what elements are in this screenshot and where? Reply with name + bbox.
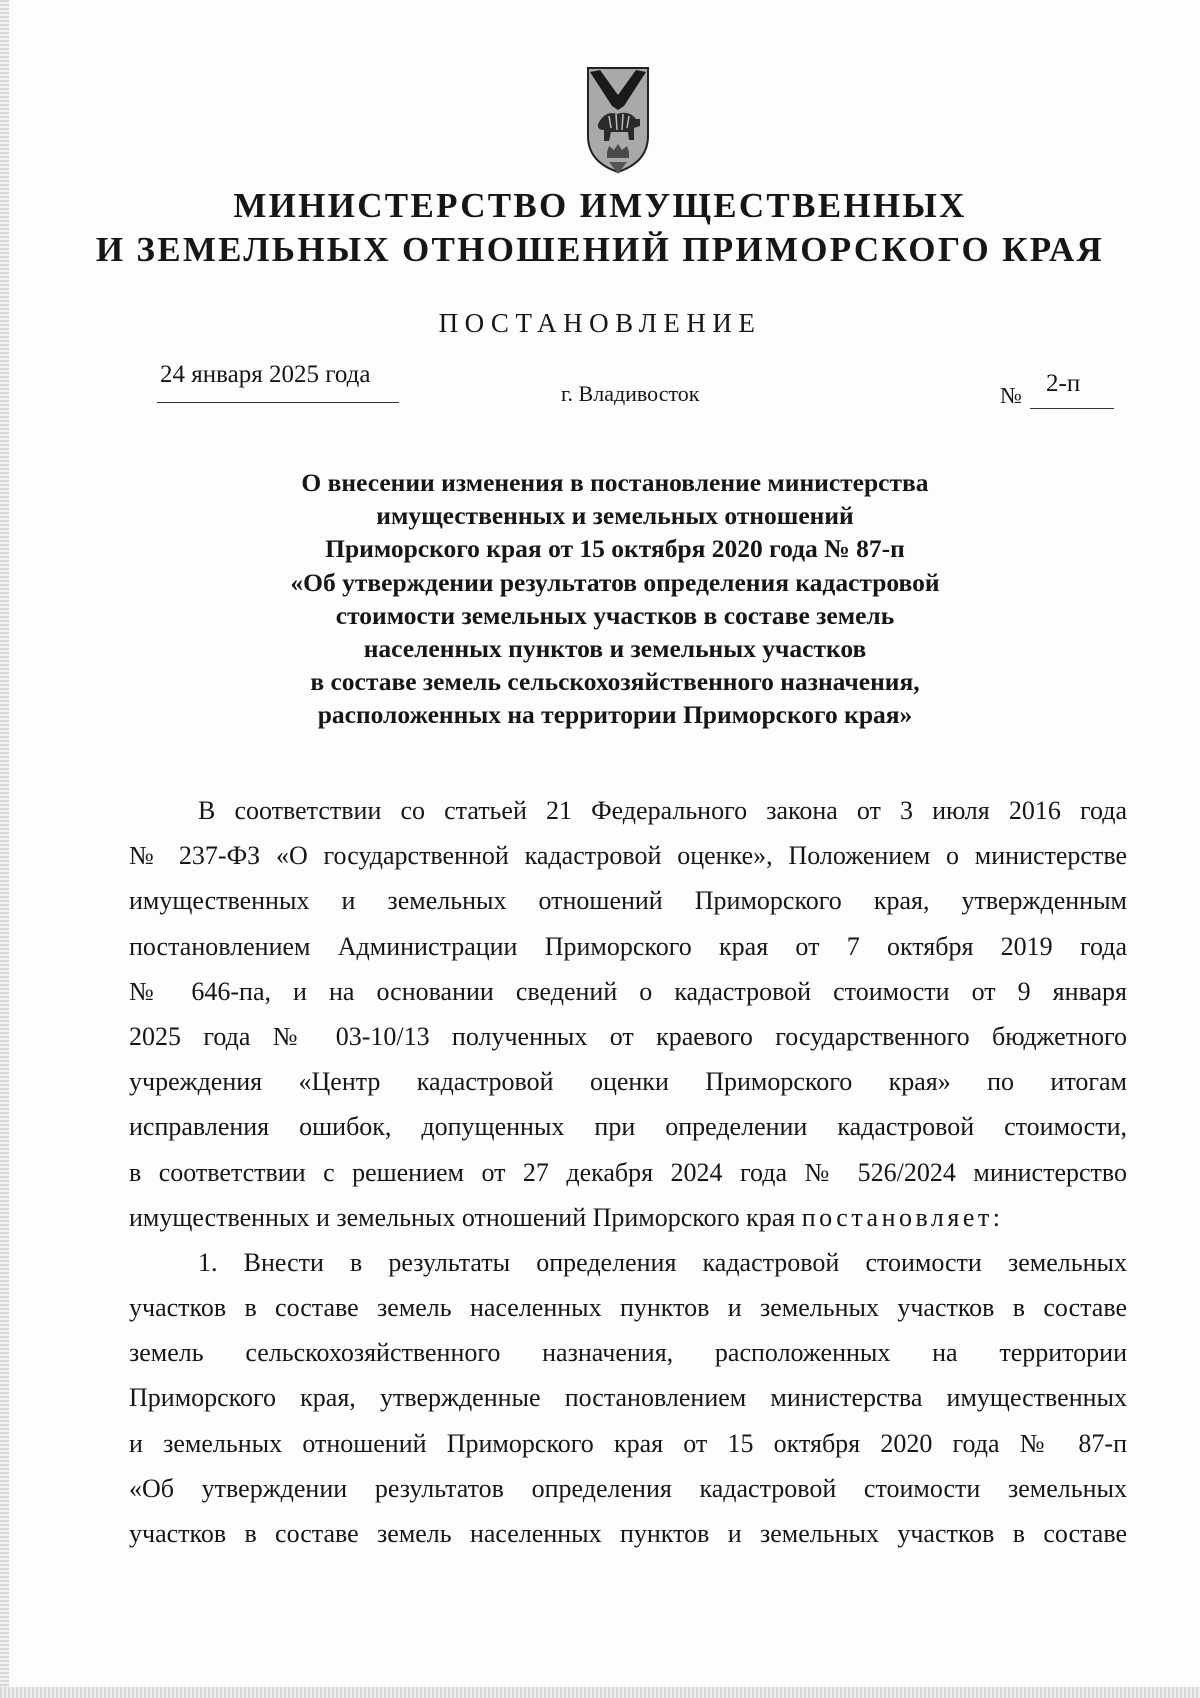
body-line: земель сельскохозяйственного назначения, расположенных на территории (129, 1338, 1127, 1368)
scan-edge-bottom (0, 1687, 1200, 1698)
document-body (129, 788, 1127, 1556)
document-city: г. Владивосток (561, 381, 700, 406)
number-underline (1030, 408, 1114, 409)
body-line-text: имущественных и земельных отношений Приморского края (129, 1202, 796, 1232)
coat-of-arms-icon (585, 66, 651, 178)
title-line: «Об утверждении результатов определения кадастровой (290, 567, 940, 597)
body-line: исправления ошибок, допущенных при определении кадастровой стоимости, (129, 1112, 1127, 1142)
body-line: Приморского края, утвержденные постановлением министерства имущественных (129, 1383, 1127, 1413)
number-sign: № (1000, 383, 1022, 408)
body-line: в соответствии с решением от 27 декабря 2024 года № 526/2024 министерство (129, 1157, 1127, 1187)
body-line: «Об утверждении результатов определения кадастровой стоимости земельных (129, 1473, 1127, 1503)
body-line: 2025 года № 03-10/13 полученных от краевого государственного бюджетного (129, 1021, 1127, 1051)
body-line: имущественных и земельных отношений Приморского края, утвержденным (129, 886, 1127, 916)
document-number: 2-п (1046, 370, 1081, 397)
date-underline (157, 402, 399, 403)
body-line: № 237-ФЗ «О государственной кадастровой оценке», Положением о министерстве (129, 841, 1127, 871)
body-line: участков в составе земель населенных пунктов и земельных участков в составе (129, 1293, 1127, 1323)
document-title (200, 466, 1030, 732)
title-line: О внесении изменения в постановление министерства (301, 468, 929, 497)
body-line: постановлением Администрации Приморского края от 7 октября 2019 года (129, 931, 1127, 961)
body-line: учреждения «Центр кадастровой оценки Приморского края» по итогам (129, 1067, 1127, 1097)
ministry-name-line1: МИНИСТЕРСТВО ИМУЩЕСТВЕННЫХ (233, 186, 967, 225)
resolves-word: постановляет: (801, 1202, 1004, 1232)
document-type: ПОСТАНОВЛЕНИЕ (438, 308, 762, 338)
body-line: 1. Внести в результаты определения кадастровой стоимости земельных (198, 1247, 1127, 1277)
body-line: участков в составе земель населенных пунктов и земельных участков в составе (129, 1519, 1127, 1548)
document-date: 24 января 2025 года (160, 361, 371, 388)
title-line: стоимости земельных участков в составе земель (335, 600, 895, 630)
body-line: № 646-па, и на основании сведений о кадастровой стоимости от 9 января (129, 976, 1127, 1006)
title-line: населенных пунктов и земельных участков (363, 634, 867, 664)
body-line: и земельных отношений Приморского края от 15 октября 2020 года № 87-п (129, 1428, 1127, 1458)
title-line: имущественных и земельных отношений (376, 501, 854, 531)
body-line: В соответствии со статьей 21 Федерального закона от 3 июля 2016 года (198, 796, 1127, 825)
ministry-name-line2: И ЗЕМЕЛЬНЫХ ОТНОШЕНИЙ ПРИМОРСКОГО КРАЯ (95, 230, 1105, 269)
title-line: Приморского края от 15 октября 2020 года № 87-п (325, 534, 905, 564)
body-line (129, 1195, 1127, 1240)
title-line: в составе земель сельскохозяйственного назначения, (310, 667, 920, 697)
title-line: расположенных на территории Приморского края» (317, 700, 913, 730)
